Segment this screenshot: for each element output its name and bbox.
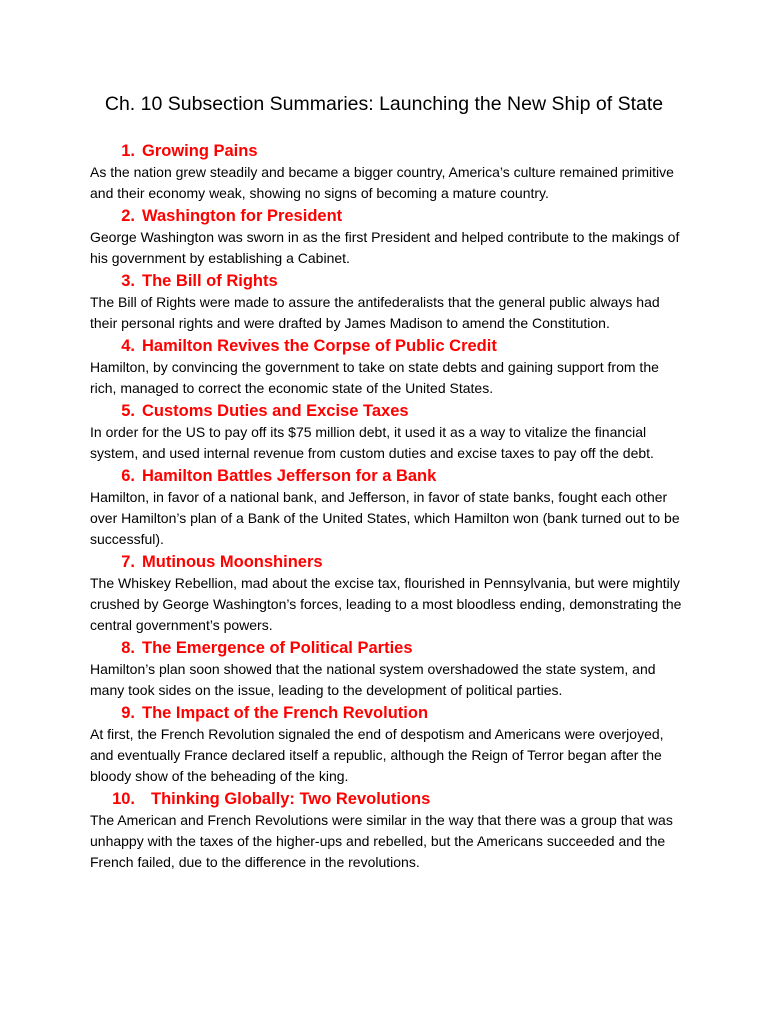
section-item	[90, 270, 686, 334]
section-item	[90, 400, 686, 464]
section-heading-text: Thinking Globally: Two Revolutions	[151, 790, 431, 809]
section-body: Hamilton, in favor of a national bank, and Jefferson, in favor of state banks, fought each other over Hamilton’s plan of a Bank of the United States, which Hamilton won (bank turned out to be successful).	[90, 489, 680, 548]
section-heading	[90, 465, 686, 487]
section-item	[90, 335, 686, 399]
section-heading	[90, 788, 686, 810]
section-number: 9.	[121, 704, 135, 723]
section-item	[90, 465, 686, 549]
section-heading-text: Mutinous Moonshiners	[142, 553, 323, 572]
section-item	[90, 637, 686, 701]
section-heading	[90, 140, 686, 162]
section-heading-text: Customs Duties and Excise Taxes	[142, 402, 409, 421]
page-title: Ch. 10 Subsection Summaries: Launching the New Ship of State	[104, 93, 664, 115]
section-body: At first, the French Revolution signaled the end of despotism and Americans were overjoyed, and eventually France declared itself a republic, although the Reign of Terror began after the bloody show of the beheading of the king.	[90, 726, 664, 784]
section-body: George Washington was sworn in as the first President and helped contribute to the makings of his government by establishing a Cabinet.	[90, 229, 680, 266]
section-heading-text: Hamilton Revives the Corpse of Public Credit	[142, 337, 497, 356]
section-item	[90, 205, 686, 269]
section-number: 2.	[121, 207, 135, 226]
section-number: 8.	[121, 639, 135, 658]
section-body: The American and French Revolutions were similar in the way that there was a group that was unhappy with the taxes of the higher-ups and rebelled, but the Americans succeeded and the French failed, due to the difference in the revolutions.	[90, 812, 673, 870]
section-number: 6.	[121, 467, 135, 486]
section-body: Hamilton’s plan soon showed that the national system overshadowed the state system, and many took sides on the issue, leading to the development of political parties.	[90, 661, 656, 699]
section-number: 3.	[121, 272, 135, 291]
section-number: 5.	[121, 402, 135, 421]
section-body: The Bill of Rights were made to assure the antifederalists that the general public always had their personal rights and were drafted by James Madison to amend the Constitution.	[90, 294, 660, 331]
section-heading	[90, 702, 686, 724]
section-heading-text: The Bill of Rights	[142, 272, 278, 291]
section-heading-text: The Emergence of Political Parties	[142, 639, 413, 658]
section-heading	[90, 335, 686, 357]
section-item	[90, 702, 686, 786]
section-heading	[90, 205, 686, 227]
section-heading-text: Growing Pains	[142, 142, 258, 160]
section-heading-text: Washington for President	[142, 207, 343, 226]
section-number: 1.	[121, 142, 135, 160]
section-heading	[90, 270, 686, 292]
section-body: In order for the US to pay off its $75 million debt, it used it as a way to vitalize the financial system, and used internal revenue from custom duties and excise taxes to pay off the debt.	[90, 424, 654, 462]
section-body: As the nation grew steadily and became a bigger country, America’s culture remained primitive and their economy weak, showing no signs of becoming a mature country.	[90, 164, 674, 201]
section-heading-text: Hamilton Battles Jefferson for a Bank	[142, 467, 437, 486]
section-heading	[90, 400, 686, 422]
section-heading-text: The Impact of the French Revolution	[142, 704, 429, 723]
section-item	[90, 788, 686, 872]
section-list	[90, 140, 686, 874]
section-item	[90, 140, 686, 204]
section-number: 10.	[112, 790, 135, 809]
section-number: 7.	[121, 553, 135, 572]
section-number: 4.	[121, 337, 135, 356]
section-body: Hamilton, by convincing the government to take on state debts and gaining support from the rich, managed to correct the economic state of the United States.	[90, 359, 659, 397]
section-body: The Whiskey Rebellion, mad about the excise tax, flourished in Pennsylvania, but were mightily crushed by George Washington’s forces, leading to a most bloodless ending, demonstrating the central government’s powers.	[90, 575, 682, 633]
section-heading	[90, 637, 686, 659]
section-heading	[90, 551, 686, 573]
section-item	[90, 551, 686, 635]
